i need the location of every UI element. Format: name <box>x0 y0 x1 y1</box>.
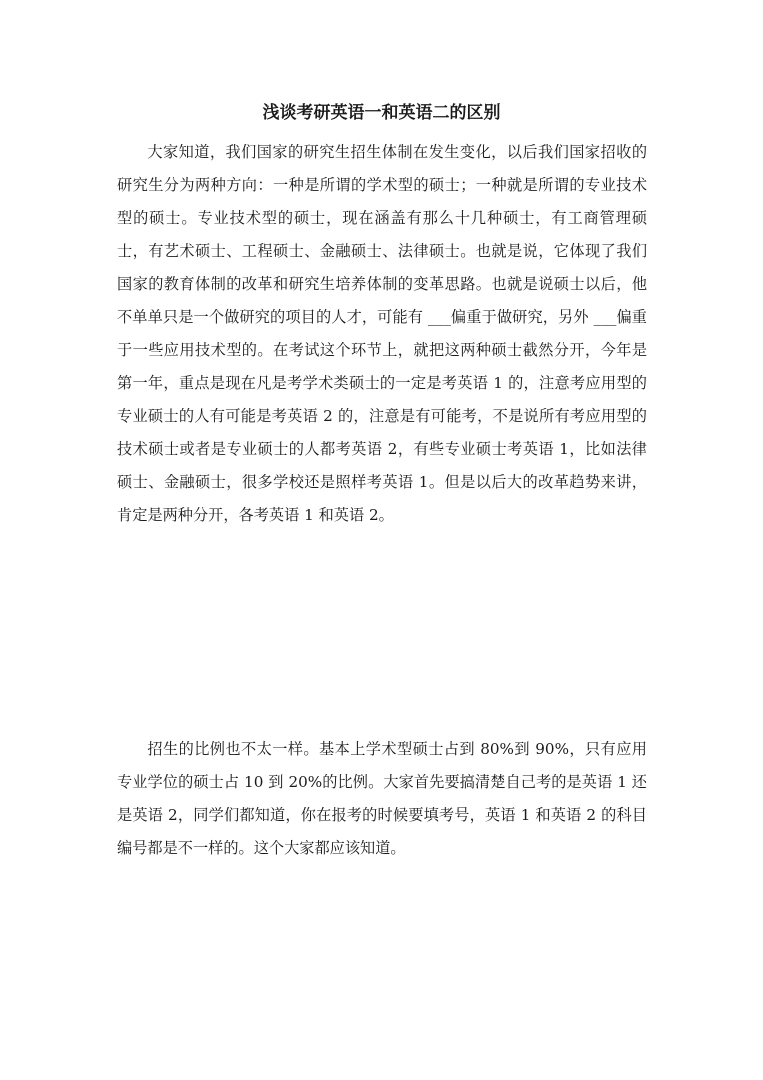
paragraph-1: 大家知道，我们国家的研究生招生体制在发生变化，以后我们国家招收的研究生分为两种方向：一种是所谓的学术型的硕士；一种就是所谓的专业技术型的硕士。专业技术型的硕士，现在涵盖有那么十几种硕士，有工商管理硕士，有艺术硕士、工程硕士、金融硕士、法律硕士。也就是说，它体现了我们国家的教育体制的改革和研究生培养体制的变革思路。也就是说硕士以后，他不单单只是一个做研究的项目的人才，可能有 ___偏重于做研究，另外 ___偏重于一些应用技术型的。在考试这个环节上，就把这两种硕士截然分开，今年是第一年，重点是现在凡是考学术类硕士的一定是考英语 1 的，注意考应用型的专业硕士的人有可能是考英语 2 的，注意是有可能考，不是说所有考应用型的技术硕士或者是专业硕士的人都考英语 2，有些专业硕士考英语 1，比如法律硕士、金融硕士，很多学校还是照样考英语 1。但是以后大的改革趋势来讲，肯定是两种分开，各考英语 1 和英语 2。 <box>117 143 647 524</box>
paragraph-2: 招生的比例也不太一样。基本上学术型硕士占到 80%到 90%，只有应用专业学位的硕士占 10 到 20%的比例。大家首先要搞清楚自己考的是英语 1 还是英语 2，同学们都知道，你在报考的时候要填考号，英语 1 和英语 2 的科目编号都是不一样的。这个大家都应该知道。 <box>117 740 647 857</box>
document-title: 浅谈考研英语一和英语二的区别 <box>262 103 501 123</box>
